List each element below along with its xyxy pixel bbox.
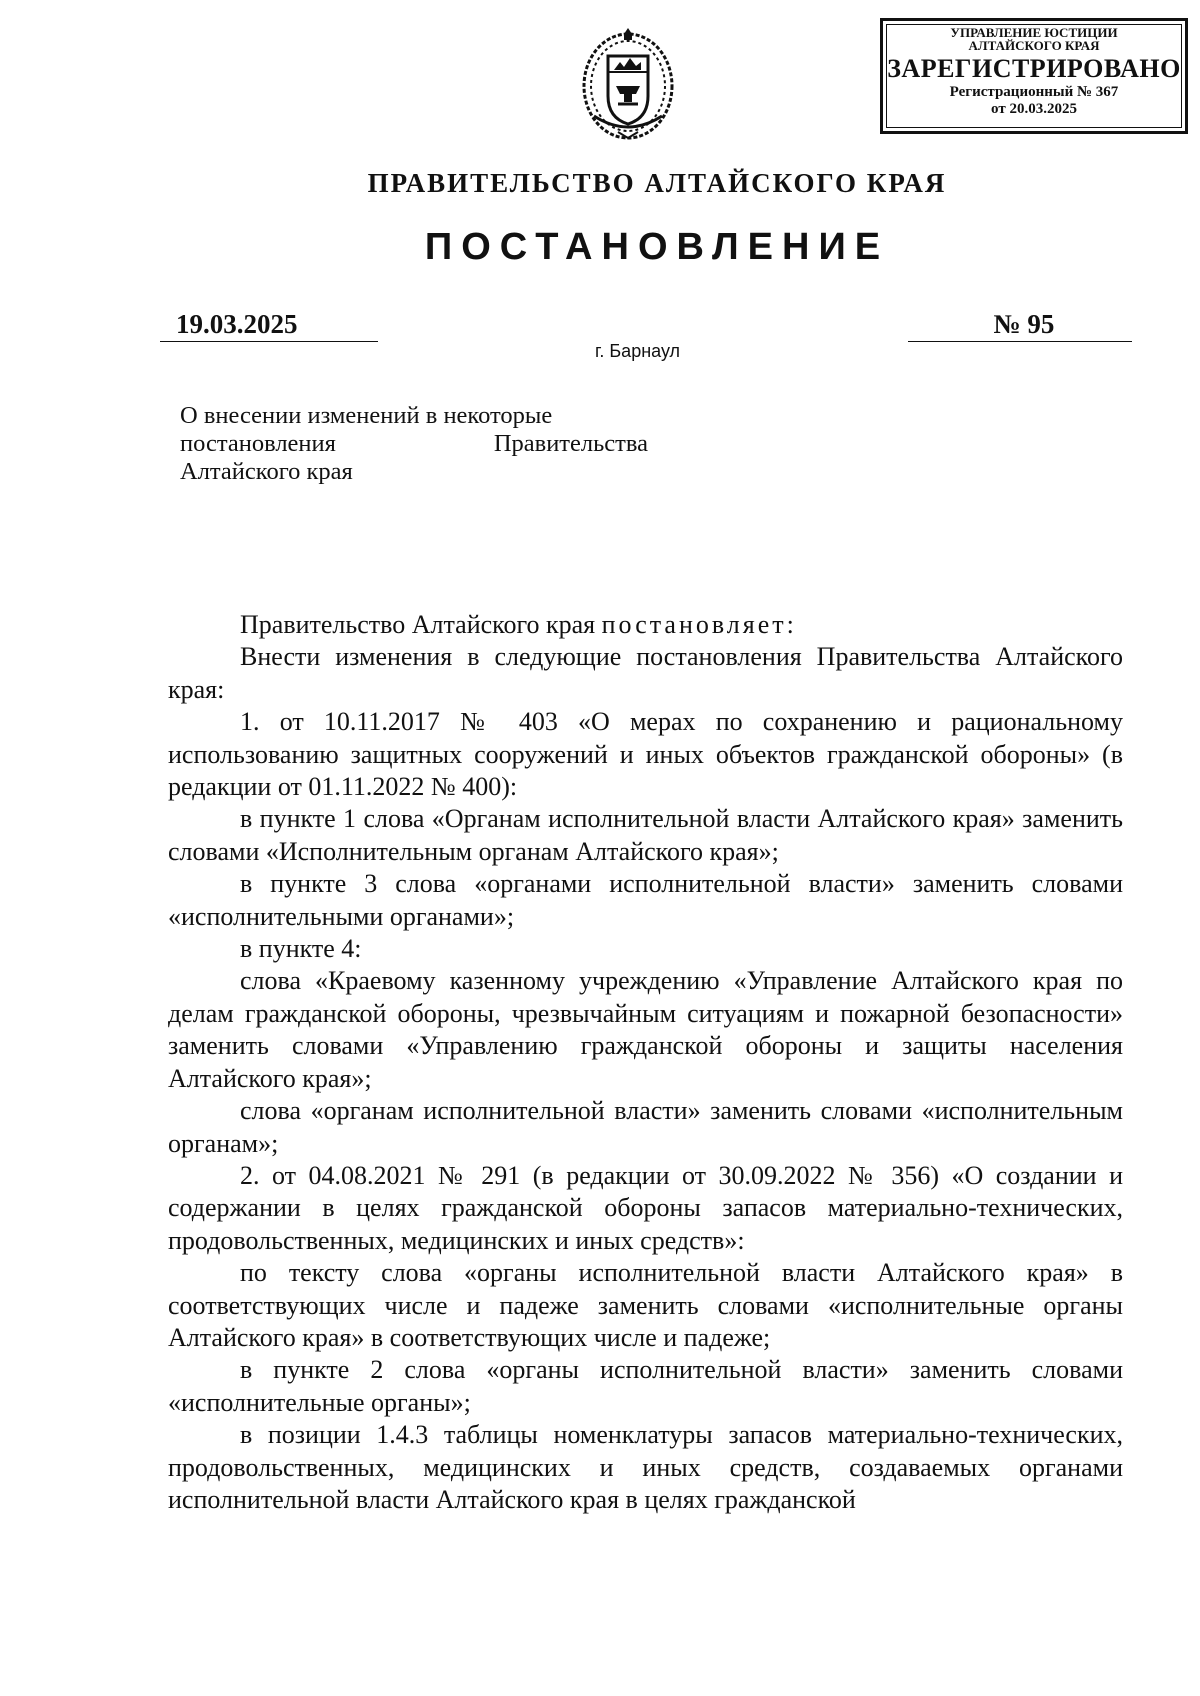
subject-line-2-right: Правительства — [493, 430, 648, 457]
stamp-reg-number: Регистрационный № 367 — [949, 84, 1119, 100]
intro-spaced-verb: постановляет: — [601, 610, 797, 639]
document-body — [168, 609, 1123, 1516]
subject-line-3: Алтайского края — [180, 458, 353, 485]
intro-text: Правительство Алтайского края — [240, 610, 602, 639]
coat-of-arms-icon — [578, 24, 678, 144]
body-paragraph: в пункте 1 слова «Органам исполнительной власти Алтайского края» заменить словами «Исполнительным органам Алтайского края»; — [168, 804, 1123, 866]
government-title: ПРАВИТЕЛЬСТВО АЛТАЙСКОГО КРАЯ — [367, 168, 947, 198]
stamp-reg-date: от 20.03.2025 — [991, 101, 1077, 117]
body-paragraph: Внести изменения в следующие постановления Правительства Алтайского края: — [168, 642, 1123, 704]
stamp-inner-frame — [886, 24, 1182, 128]
subject-line-1 — [180, 402, 648, 430]
subject-line-1-text: О внесении изменений в некоторые — [180, 402, 553, 429]
subject-line-2 — [180, 430, 648, 458]
body-paragraph: по тексту слова «органы исполнительной власти Алтайского края» в соответствующих числе и падеже заменить словами «исполнительные органы Алтайского края» в соответствующих числе и падеже; — [168, 1258, 1123, 1352]
stamp-org-line2: АЛТАЙСКОГО КРАЯ — [968, 38, 1100, 53]
document-city: г. Барнаул — [595, 341, 681, 361]
body-paragraph: в пункте 4: — [240, 934, 362, 964]
subject-line-2-left: постановления — [180, 430, 336, 457]
body-paragraph: в позиции 1.4.3 таблицы номенклатуры запасов материально-технических, продовольственных, медицинских и иных средств, создаваемых органами исполнительной власти Алтайского края в целях гражданской — [168, 1420, 1123, 1514]
body-paragraph: 2. от 04.08.2021 № 291 (в редакции от 30.09.2022 № 356) «О создании и содержании в целях гражданской обороны запасов материально-технических, продовольственных, медицинских и иных средств»: — [168, 1160, 1123, 1255]
body-paragraph: в пункте 2 слова «органы исполнительной власти» заменить словами «исполнительные органы»; — [168, 1355, 1123, 1417]
body-paragraph: слова «органам исполнительной власти» заменить словами «исполнительным органам»; — [168, 1096, 1123, 1158]
stamp-status: ЗАРЕГИСТРИРОВАНО — [887, 54, 1181, 83]
document-type: ПОСТАНОВЛЕНИЕ — [424, 226, 890, 268]
stamp-org-line1: УПРАВЛЕНИЕ ЮСТИЦИИ — [950, 25, 1118, 40]
body-paragraph: в пункте 3 слова «органами исполнительной власти» заменить словами «исполнительными органами»; — [168, 869, 1123, 931]
document-subject — [180, 402, 648, 486]
intro-paragraph — [168, 609, 1123, 641]
body-paragraph: 1. от 10.11.2017 № 403 «О мерах по сохранению и рациональному использованию защитных сооружений и иных объектов гражданской обороны» (в редакции от 01.11.2022 № 400): — [168, 707, 1123, 802]
document-number: № 95 — [908, 307, 1132, 342]
document-date: 19.03.2025 — [160, 307, 378, 342]
body-paragraph: слова «Краевому казенному учреждению «Управление Алтайского края по делам гражданской обороны, чрезвычайным ситуациям и пожарной безопасности» заменить словами «Управлению гражданской обороны и защиты населения Алтайского края»; — [168, 966, 1123, 1093]
registration-stamp — [880, 18, 1188, 134]
